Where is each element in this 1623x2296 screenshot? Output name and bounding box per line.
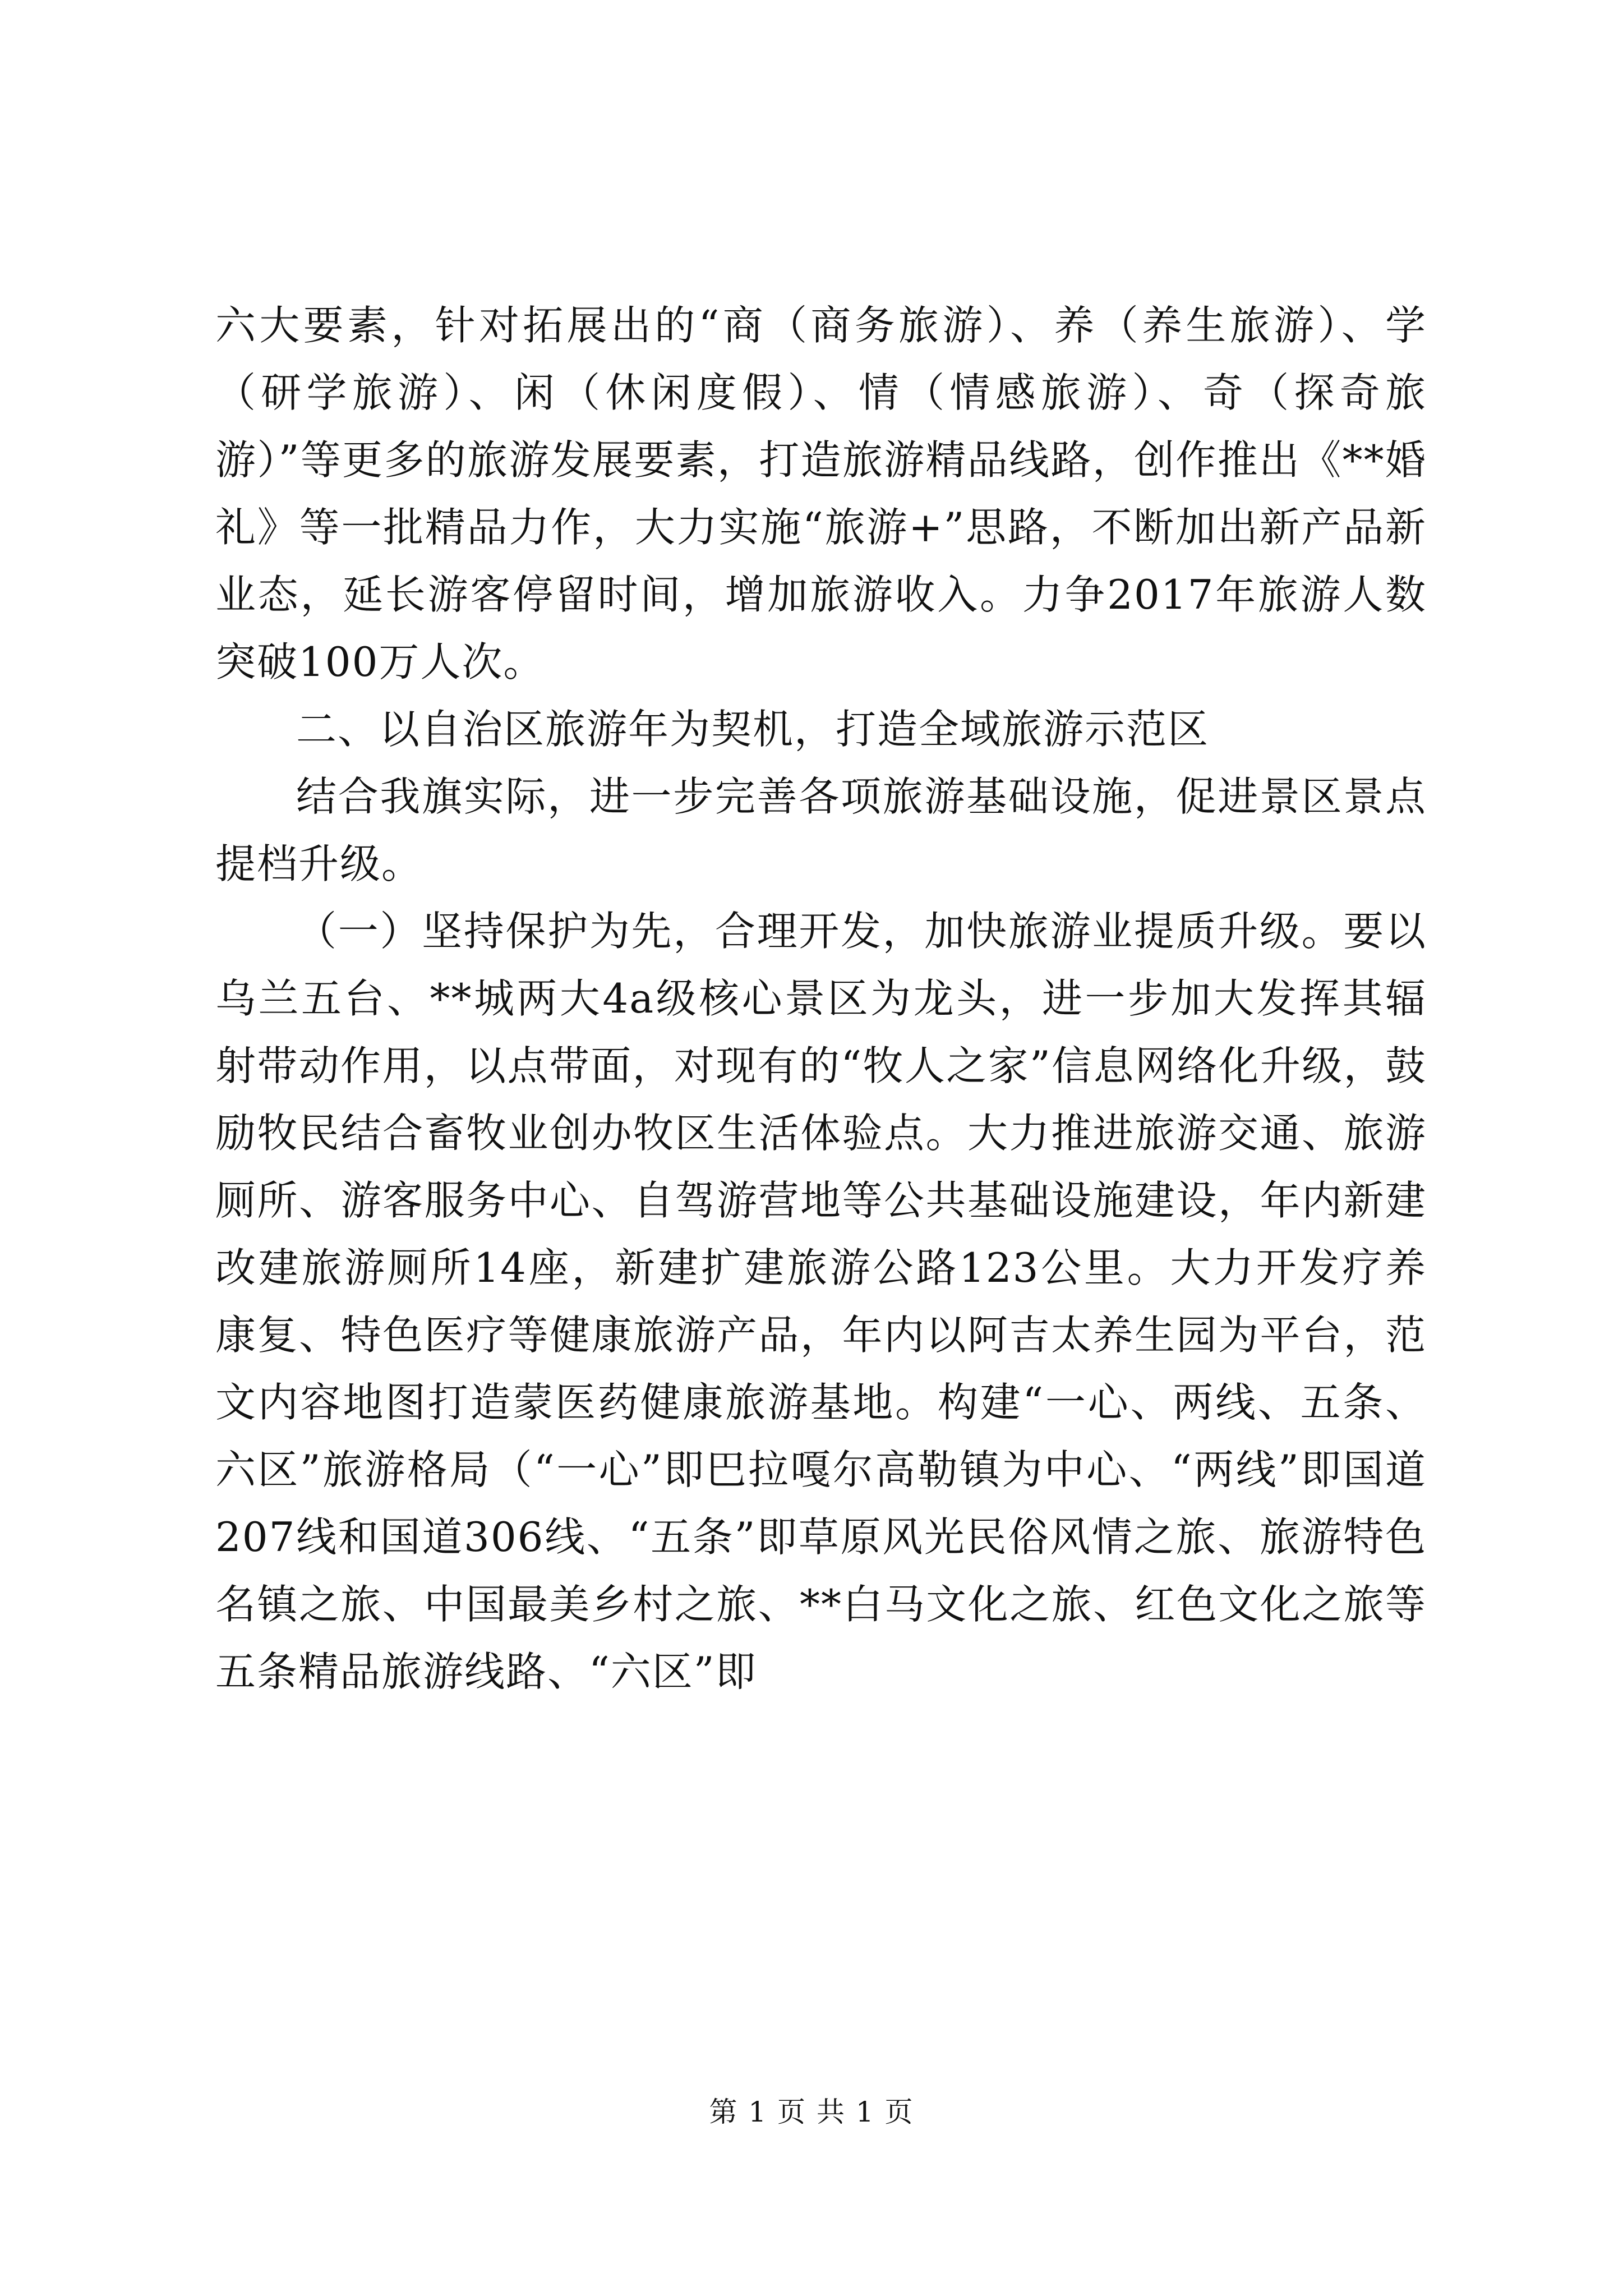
paragraph-continued: 六大要素，针对拓展出的“商（商务旅游）、养（养生旅游）、学（研学旅游）、闲（休闲度假）、情（情感旅游）、奇（探奇旅游）”等更多的旅游发展要素，打造旅游精品线路，创作推出《**婚礼》等一批精品力作，大力实施“旅游+”思路，不断加出新产品新业态，延长游客停留时间，增加旅游收入。力争2017年旅游人数突破100万人次。 <box>215 302 1427 685</box>
page-footer: 第 1 页 共 1 页 <box>709 2096 914 2128</box>
paragraph-subsection-1: （一）坚持保护为先，合理开发，加快旅游业提质升级。要以乌兰五台、**城两大4a级核心景区为龙头，进一步加大发挥其辐射带动作用，以点带面，对现有的“牧人之家”信息网络化升级，鼓励牧民结合畜牧业创办牧区生活体验点。大力推进旅游交通、旅游厕所、游客服务中心、自驾游营地等公共基础设施建设，年内新建改建旅游厕所14座，新建扩建旅游公路123公里。大力开发疗养康复、特色医疗等健康旅游产品，年内以阿吉太养生园为平台，范文内容地图打造蒙医药健康旅游基地。构建“一心、两线、五条、六区”旅游格局（“一心”即巴拉嘎尔高勒镇为中心、“两线”即国道207线和国道306线、“五条”即草原风光民俗风情之旅、旅游特色名镇之旅、中国最美乡村之旅、**白马文化之旅、红色文化之旅等五条精品旅游线路、“六区”即 <box>215 908 1427 1695</box>
section-heading: 二、以自治区旅游年为契机，打造全域旅游示范区 <box>296 706 1210 753</box>
paragraph-intro: 结合我旗实际，进一步完善各项旅游基础设施，促进景区景点提档升级。 <box>215 773 1427 887</box>
document-body <box>215 292 1427 1705</box>
